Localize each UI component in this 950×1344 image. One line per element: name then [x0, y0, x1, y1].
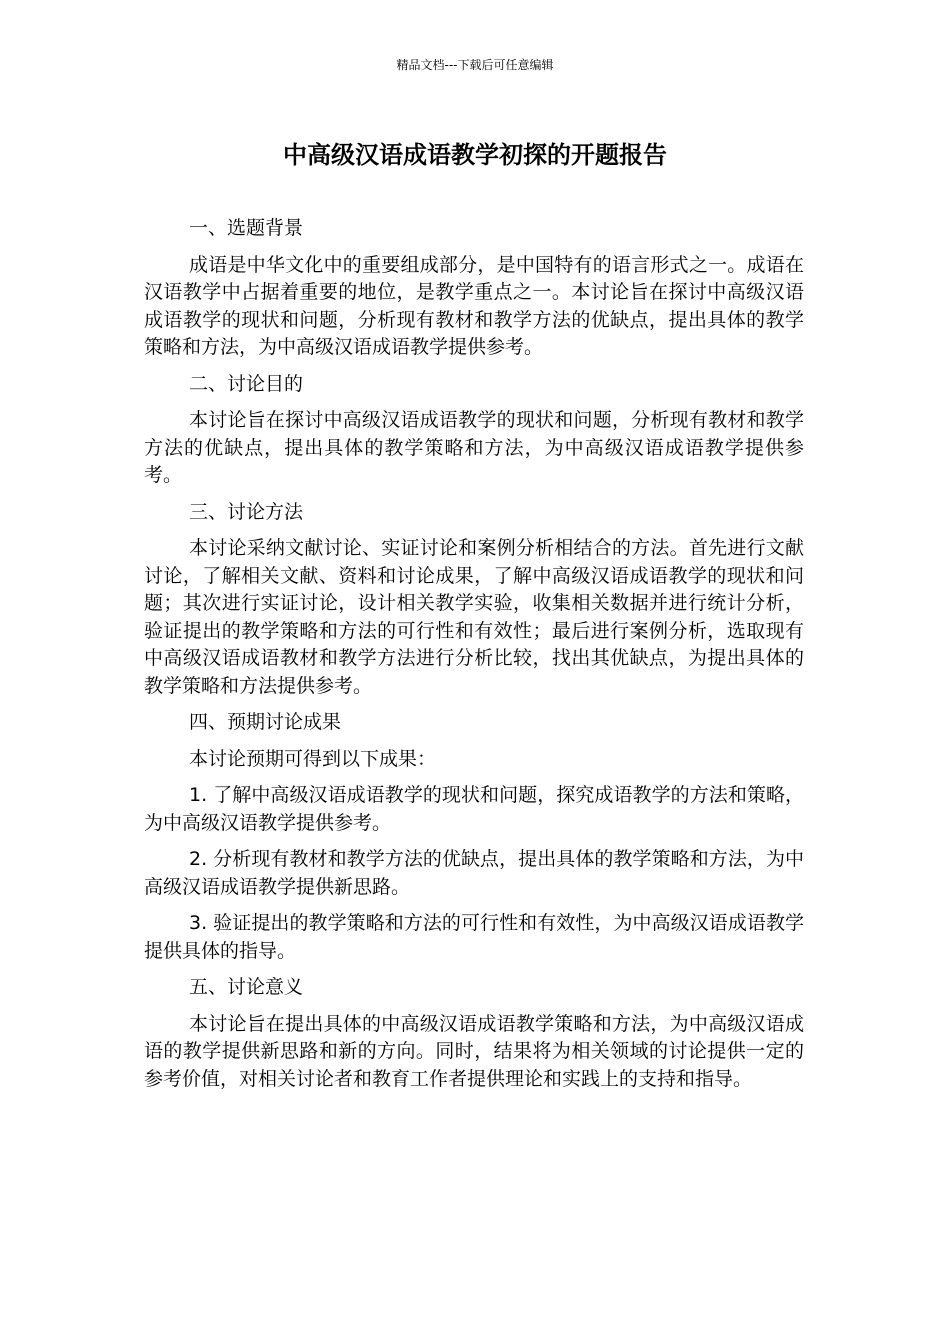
header-note: 精品文档---下载后可任意编辑	[396, 58, 554, 72]
method-paragraph: 本讨论采纳文献讨论、实证讨论和案例分析相结合的方法。首先进行文献讨论，了解相关文献、资料和讨论成果，了解中高级汉语成语教学的现状和问题；其次进行实证讨论，设计相关教学实验，收集相关数据并进行统计分析，验证提出的教学策略和方法的可行性和有效性；最后进行案例分析，选取现有中高级汉语成语教材和教学方法进行分析比较，找出其优缺点，为提出具体的教学策略和方法提供参考。	[144, 537, 804, 697]
background-paragraph: 成语是中华文化中的重要组成部分，是中国特有的语言形式之一。成语在汉语教学中占据着重要的地位，是教学重点之一。本讨论旨在探讨中高级汉语成语教学的现状和问题，分析现有教材和教学方法的优缺点，提出具体的教学策略和方法，为中高级汉语成语教学提供参考。	[144, 253, 804, 358]
section-heading-expected-results: 四、预期讨论成果	[189, 711, 342, 733]
expected-result-item-3: 3. 验证提出的教学策略和方法的可行性和有效性，为中高级汉语成语教学提供具体的指导。	[144, 912, 804, 962]
section-heading-method: 三、讨论方法	[189, 500, 304, 523]
section-heading-background: 一、选题背景	[189, 217, 304, 239]
purpose-paragraph: 本讨论旨在探讨中高级汉语成语教学的现状和问题，分析现有教材和教学方法的优缺点，提出具体的教学策略和方法，为中高级汉语成语教学提供参考。	[144, 409, 804, 486]
expected-result-item-1: 1. 了解中高级汉语成语教学的现状和问题，探究成语教学的方法和策略，为中高级汉语教学提供参考。	[144, 784, 804, 834]
expected-results-intro: 本讨论预期可得到以下成果：	[189, 747, 437, 770]
expected-result-item-2: 2. 分析现有教材和教学方法的优缺点，提出具体的教学策略和方法，为中高级汉语成语教学提供新思路。	[144, 848, 804, 898]
document-body	[144, 215, 804, 1102]
section-heading-significance: 五、讨论意义	[189, 976, 304, 998]
document-title: 中高级汉语成语教学初探的开题报告	[283, 141, 667, 169]
section-heading-purpose: 二、讨论目的	[189, 372, 304, 395]
significance-paragraph: 本讨论旨在提出具体的中高级汉语成语教学策略和方法，为中高级汉语成语的教学提供新思路和新的方向。同时，结果将为相关领域的讨论提供一定的参考价值，对相关讨论者和教育工作者提供理论和实践上的支持和指导。	[144, 1012, 804, 1090]
